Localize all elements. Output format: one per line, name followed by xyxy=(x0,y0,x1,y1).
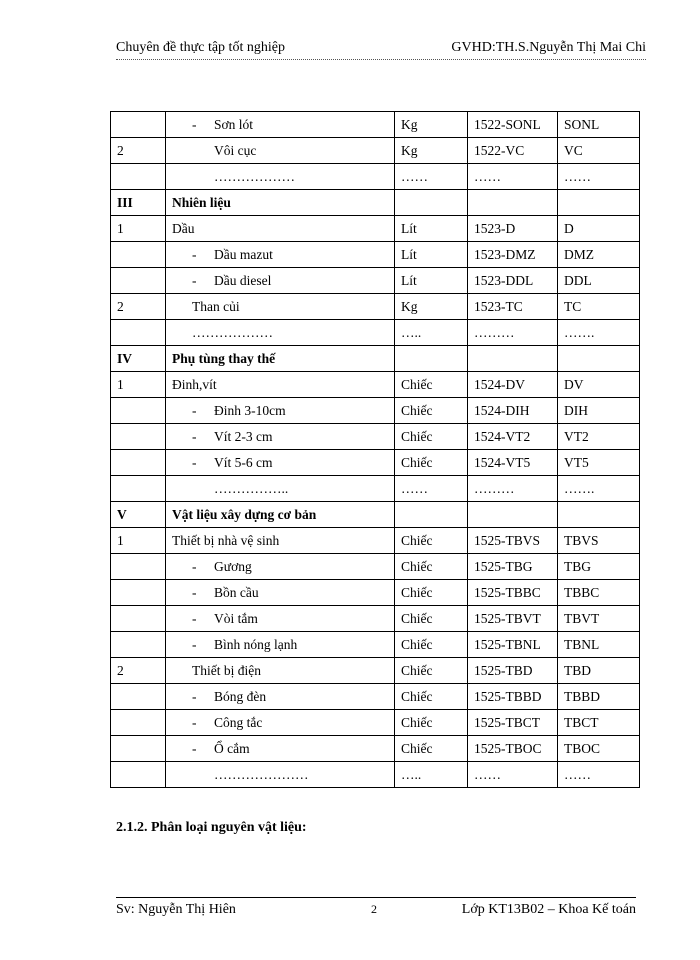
cell-code: 1524-VT2 xyxy=(468,424,558,450)
material-name: Dầu xyxy=(172,220,195,236)
material-name: Vít 2-3 cm xyxy=(214,428,273,444)
cell-name xyxy=(166,398,395,424)
cell-name xyxy=(166,190,395,216)
cell-unit: Chiếc xyxy=(395,424,468,450)
list-dash: - xyxy=(192,428,197,444)
cell-stt: 2 xyxy=(111,658,166,684)
cell-unit: Kg xyxy=(395,138,468,164)
cell-stt: 1 xyxy=(111,528,166,554)
cell-unit xyxy=(395,190,468,216)
cell-code: 1524-DV xyxy=(468,372,558,398)
table-row xyxy=(111,372,640,398)
material-name: Đinh 3-10cm xyxy=(214,402,286,418)
cell-name xyxy=(166,164,395,190)
cell-code: ……… xyxy=(468,320,558,346)
cell-name xyxy=(166,346,395,372)
cell-unit: Kg xyxy=(395,294,468,320)
cell-code: 1523-DDL xyxy=(468,268,558,294)
cell-name xyxy=(166,138,395,164)
cell-unit: Lít xyxy=(395,216,468,242)
cell-code: 1524-VT5 xyxy=(468,450,558,476)
cell-name xyxy=(166,528,395,554)
list-dash: - xyxy=(192,558,197,574)
table-row xyxy=(111,190,640,216)
table-row xyxy=(111,528,640,554)
material-name: Thiết bị nhà vệ sinh xyxy=(172,532,280,548)
material-name: Bóng đèn xyxy=(214,688,267,704)
table-row xyxy=(111,736,640,762)
cell-unit: Chiếc xyxy=(395,736,468,762)
cell-stt: IV xyxy=(111,346,166,372)
cell-short-code: …… xyxy=(558,762,640,788)
material-name: Bồn cầu xyxy=(214,584,259,600)
cell-stt xyxy=(111,268,166,294)
material-name: Gương xyxy=(214,558,252,574)
cell-stt xyxy=(111,710,166,736)
cell-name xyxy=(166,502,395,528)
cell-name xyxy=(166,632,395,658)
cell-code xyxy=(468,346,558,372)
material-name: Nhiên liệu xyxy=(172,194,231,210)
cell-short-code: TBVT xyxy=(558,606,640,632)
list-dash: - xyxy=(192,246,197,262)
table-row xyxy=(111,294,640,320)
cell-name xyxy=(166,606,395,632)
cell-stt: V xyxy=(111,502,166,528)
cell-name xyxy=(166,580,395,606)
cell-stt xyxy=(111,580,166,606)
header-right: GVHD:TH.S.Nguyễn Thị Mai Chi xyxy=(451,40,646,55)
cell-short-code: DMZ xyxy=(558,242,640,268)
cell-name xyxy=(166,554,395,580)
cell-short-code: VC xyxy=(558,138,640,164)
cell-unit xyxy=(395,502,468,528)
cell-short-code: …… xyxy=(558,164,640,190)
cell-name xyxy=(166,762,395,788)
cell-code: 1523-DMZ xyxy=(468,242,558,268)
header-divider xyxy=(116,59,646,60)
cell-short-code: VT2 xyxy=(558,424,640,450)
list-dash: - xyxy=(192,636,197,652)
cell-unit: Chiếc xyxy=(395,632,468,658)
cell-stt: 2 xyxy=(111,294,166,320)
cell-code: 1522-SONL xyxy=(468,112,558,138)
list-dash: - xyxy=(192,454,197,470)
cell-short-code: D xyxy=(558,216,640,242)
table-row xyxy=(111,710,640,736)
cell-code: …… xyxy=(468,762,558,788)
material-name: Vôi cục xyxy=(214,142,257,158)
material-name: Dầu diesel xyxy=(214,272,272,288)
table-row xyxy=(111,502,640,528)
cell-unit: …… xyxy=(395,164,468,190)
cell-code: 1522-VC xyxy=(468,138,558,164)
cell-name xyxy=(166,242,395,268)
table-row xyxy=(111,242,640,268)
cell-name xyxy=(166,736,395,762)
cell-short-code: TBOC xyxy=(558,736,640,762)
cell-code: 1525-TBD xyxy=(468,658,558,684)
cell-short-code: DDL xyxy=(558,268,640,294)
table-row xyxy=(111,268,640,294)
cell-code: 1525-TBOC xyxy=(468,736,558,762)
cell-stt xyxy=(111,554,166,580)
table-row xyxy=(111,658,640,684)
cell-stt xyxy=(111,762,166,788)
cell-stt xyxy=(111,606,166,632)
cell-short-code: DV xyxy=(558,372,640,398)
cell-short-code: DIH xyxy=(558,398,640,424)
table-row xyxy=(111,476,640,502)
cell-unit: Chiếc xyxy=(395,528,468,554)
cell-unit xyxy=(395,346,468,372)
cell-unit: Chiếc xyxy=(395,450,468,476)
cell-stt xyxy=(111,320,166,346)
cell-short-code xyxy=(558,502,640,528)
list-dash: - xyxy=(192,714,197,730)
table-row xyxy=(111,450,640,476)
cell-code: 1525-TBNL xyxy=(468,632,558,658)
material-name: Vật liệu xây dựng cơ bản xyxy=(172,506,317,522)
cell-code: 1523-D xyxy=(468,216,558,242)
cell-stt xyxy=(111,424,166,450)
cell-unit: Chiếc xyxy=(395,580,468,606)
cell-short-code: VT5 xyxy=(558,450,640,476)
material-name: ……………… xyxy=(192,324,273,340)
footer-left: Sv: Nguyễn Thị Hiên xyxy=(116,902,236,917)
cell-stt xyxy=(111,632,166,658)
list-dash: - xyxy=(192,116,197,132)
cell-stt xyxy=(111,398,166,424)
list-dash: - xyxy=(192,402,197,418)
table-row xyxy=(111,216,640,242)
cell-code: 1524-DIH xyxy=(468,398,558,424)
table-row xyxy=(111,606,640,632)
cell-code xyxy=(468,190,558,216)
table-row xyxy=(111,632,640,658)
cell-unit: Chiếc xyxy=(395,372,468,398)
material-name: …………….. xyxy=(214,480,289,496)
list-dash: - xyxy=(192,610,197,626)
cell-code: 1523-TC xyxy=(468,294,558,320)
cell-stt xyxy=(111,164,166,190)
cell-stt: III xyxy=(111,190,166,216)
cell-code: 1525-TBBD xyxy=(468,684,558,710)
cell-short-code: TBD xyxy=(558,658,640,684)
cell-short-code xyxy=(558,346,640,372)
cell-stt: 2 xyxy=(111,138,166,164)
cell-name xyxy=(166,216,395,242)
cell-stt xyxy=(111,476,166,502)
cell-unit: Lít xyxy=(395,242,468,268)
cell-short-code: ……. xyxy=(558,320,640,346)
section-heading: 2.1.2. Phân loại nguyên vật liệu: xyxy=(116,820,307,835)
cell-unit: Chiếc xyxy=(395,606,468,632)
table-row xyxy=(111,138,640,164)
cell-code: …… xyxy=(468,164,558,190)
cell-code: 1525-TBVS xyxy=(468,528,558,554)
page-header xyxy=(116,40,646,60)
cell-name xyxy=(166,450,395,476)
table-row xyxy=(111,398,640,424)
cell-short-code: ……. xyxy=(558,476,640,502)
table-row xyxy=(111,112,640,138)
cell-short-code: TBVS xyxy=(558,528,640,554)
cell-short-code: SONL xyxy=(558,112,640,138)
list-dash: - xyxy=(192,688,197,704)
table-row xyxy=(111,346,640,372)
table-row xyxy=(111,164,640,190)
table-row xyxy=(111,424,640,450)
cell-stt xyxy=(111,736,166,762)
cell-name xyxy=(166,710,395,736)
material-name: Vít 5-6 cm xyxy=(214,454,273,470)
cell-unit: Chiếc xyxy=(395,658,468,684)
list-dash: - xyxy=(192,584,197,600)
cell-unit: Chiếc xyxy=(395,398,468,424)
cell-name xyxy=(166,112,395,138)
cell-stt xyxy=(111,242,166,268)
cell-short-code: TBCT xyxy=(558,710,640,736)
cell-short-code xyxy=(558,190,640,216)
cell-unit: Lít xyxy=(395,268,468,294)
material-name: Thiết bị điện xyxy=(192,662,261,678)
cell-short-code: TBBD xyxy=(558,684,640,710)
footer-divider xyxy=(116,897,636,898)
material-name: Sơn lót xyxy=(214,116,254,132)
cell-name xyxy=(166,320,395,346)
cell-stt xyxy=(111,450,166,476)
materials-table-body xyxy=(111,112,640,788)
cell-unit: Chiếc xyxy=(395,554,468,580)
material-name: ………………… xyxy=(214,766,309,782)
cell-code: ……… xyxy=(468,476,558,502)
cell-stt: 1 xyxy=(111,216,166,242)
material-name: Ổ cắm xyxy=(214,740,250,756)
cell-name xyxy=(166,476,395,502)
table-row xyxy=(111,580,640,606)
material-name: Công tắc xyxy=(214,714,263,730)
material-name: Dầu mazut xyxy=(214,246,273,262)
cell-code: 1525-TBG xyxy=(468,554,558,580)
page-number: 2 xyxy=(371,902,377,916)
cell-name xyxy=(166,372,395,398)
cell-code: 1525-TBBC xyxy=(468,580,558,606)
cell-short-code: TC xyxy=(558,294,640,320)
cell-name xyxy=(166,424,395,450)
material-name: Vòi tắm xyxy=(214,610,258,626)
materials-table xyxy=(110,111,640,788)
material-name: ……………… xyxy=(214,168,295,184)
cell-unit: Kg xyxy=(395,112,468,138)
footer-right: Lớp KT13B02 – Khoa Kế toán xyxy=(461,902,636,917)
cell-stt xyxy=(111,112,166,138)
list-dash: - xyxy=(192,272,197,288)
cell-name xyxy=(166,658,395,684)
table-row xyxy=(111,684,640,710)
cell-name xyxy=(166,294,395,320)
cell-stt xyxy=(111,684,166,710)
table-row xyxy=(111,320,640,346)
cell-code: 1525-TBCT xyxy=(468,710,558,736)
cell-unit: Chiếc xyxy=(395,684,468,710)
cell-unit: ….. xyxy=(395,320,468,346)
table-row xyxy=(111,762,640,788)
list-dash: - xyxy=(192,740,197,756)
material-name: Đinh,vít xyxy=(172,376,217,392)
cell-name xyxy=(166,684,395,710)
cell-unit: Chiếc xyxy=(395,710,468,736)
material-name: Bình nóng lạnh xyxy=(214,636,298,652)
cell-code xyxy=(468,502,558,528)
material-name: Than củi xyxy=(192,298,240,314)
cell-short-code: TBG xyxy=(558,554,640,580)
header-left: Chuyên đề thực tập tốt nghiệp xyxy=(116,40,285,55)
cell-code: 1525-TBVT xyxy=(468,606,558,632)
cell-unit: ….. xyxy=(395,762,468,788)
material-name: Phụ tùng thay thế xyxy=(172,350,276,366)
table-row xyxy=(111,554,640,580)
cell-short-code: TBBC xyxy=(558,580,640,606)
cell-short-code: TBNL xyxy=(558,632,640,658)
cell-stt: 1 xyxy=(111,372,166,398)
cell-name xyxy=(166,268,395,294)
page-footer xyxy=(116,902,636,922)
cell-unit: …… xyxy=(395,476,468,502)
